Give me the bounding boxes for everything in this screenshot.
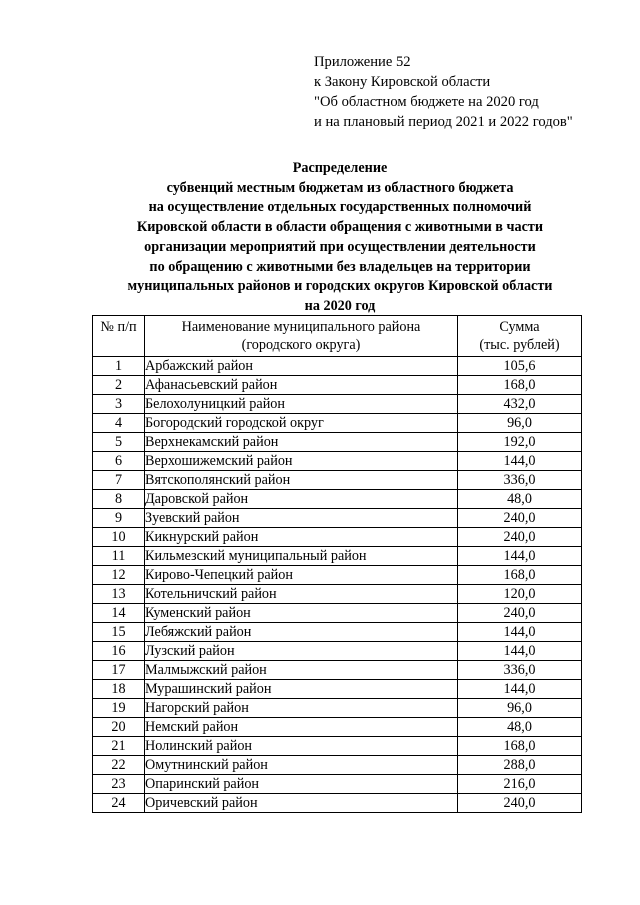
- title-line: муниципальных районов и городских округов Кировской области: [127, 278, 553, 295]
- row-number: 21: [93, 737, 145, 756]
- row-amount: 168,0: [458, 566, 582, 585]
- header-amount-line: Сумма: [499, 319, 540, 335]
- table-row: [93, 471, 582, 490]
- row-number: 6: [93, 452, 145, 471]
- header-name: [145, 316, 458, 357]
- row-number: 12: [93, 566, 145, 585]
- table-header-row: [93, 316, 582, 357]
- row-district-name: Богородский городской округ: [145, 414, 458, 433]
- header-number: [93, 316, 145, 357]
- row-district-name: Кильмезский муниципальный район: [145, 547, 458, 566]
- row-amount: 240,0: [458, 509, 582, 528]
- row-number: 19: [93, 699, 145, 718]
- table-row: [93, 414, 582, 433]
- title-line: на 2020 год: [304, 297, 376, 314]
- row-number: 8: [93, 490, 145, 509]
- row-district-name: Нолинский район: [145, 737, 458, 756]
- row-district-name: Белохолуницкий район: [145, 395, 458, 414]
- row-number: 10: [93, 528, 145, 547]
- row-district-name: Немский район: [145, 718, 458, 737]
- row-amount: 96,0: [458, 414, 582, 433]
- row-number: 24: [93, 794, 145, 813]
- title-line: субвенций местным бюджетам из областного бюджета: [166, 179, 514, 196]
- appendix-note: [314, 52, 614, 132]
- table-row: [93, 718, 582, 737]
- row-amount: 192,0: [458, 433, 582, 452]
- row-amount: 240,0: [458, 794, 582, 813]
- row-number: 23: [93, 775, 145, 794]
- row-amount: 336,0: [458, 661, 582, 680]
- row-number: 7: [93, 471, 145, 490]
- title-line: по обращению с животными без владельцев на территории: [149, 258, 531, 275]
- row-number: 17: [93, 661, 145, 680]
- row-district-name: Малмыжский район: [145, 661, 458, 680]
- table-row: [93, 680, 582, 699]
- row-district-name: Лузский район: [145, 642, 458, 661]
- row-number: 4: [93, 414, 145, 433]
- row-number: 5: [93, 433, 145, 452]
- table-row: [93, 528, 582, 547]
- appendix-line: к Закону Кировской области: [314, 74, 491, 90]
- table-row: [93, 490, 582, 509]
- row-number: 16: [93, 642, 145, 661]
- row-district-name: Нагорский район: [145, 699, 458, 718]
- title-line: Распределение: [292, 160, 388, 176]
- row-district-name: Омутнинский район: [145, 756, 458, 775]
- row-district-name: Даровской район: [145, 490, 458, 509]
- table-row: [93, 699, 582, 718]
- row-district-name: Котельничский район: [145, 585, 458, 604]
- row-amount: 336,0: [458, 471, 582, 490]
- row-number: 20: [93, 718, 145, 737]
- row-district-name: Вятскополянский район: [145, 471, 458, 490]
- row-amount: 168,0: [458, 737, 582, 756]
- table-row: [93, 395, 582, 414]
- header-name-line: Наименование муниципального района: [181, 319, 421, 335]
- row-number: 2: [93, 376, 145, 395]
- header-name-line: (городского округа): [241, 337, 361, 353]
- row-amount: 144,0: [458, 642, 582, 661]
- row-district-name: Опаринский район: [145, 775, 458, 794]
- appendix-line: и на плановый период 2021 и 2022 годов": [314, 114, 573, 130]
- table-row: [93, 566, 582, 585]
- table-row: [93, 775, 582, 794]
- row-amount: 48,0: [458, 490, 582, 509]
- row-district-name: Оричевский район: [145, 794, 458, 813]
- title-line: организации мероприятий при осуществлении деятельности: [144, 238, 536, 255]
- table-row: [93, 642, 582, 661]
- row-amount: 216,0: [458, 775, 582, 794]
- title-line: на осуществление отдельных государственных полномочий: [148, 199, 532, 216]
- row-number: 1: [93, 357, 145, 376]
- appendix-line: "Об областном бюджете на 2020 год: [314, 94, 539, 110]
- header-amount: [458, 316, 582, 357]
- row-number: 15: [93, 623, 145, 642]
- row-district-name: Лебяжский район: [145, 623, 458, 642]
- row-district-name: Кикнурский район: [145, 528, 458, 547]
- table-row: [93, 661, 582, 680]
- row-number: 11: [93, 547, 145, 566]
- row-district-name: Кирово-Чепецкий район: [145, 566, 458, 585]
- table-row: [93, 585, 582, 604]
- row-amount: 432,0: [458, 395, 582, 414]
- document-title: [80, 159, 600, 317]
- row-number: 9: [93, 509, 145, 528]
- table-row: [93, 452, 582, 471]
- row-number: 22: [93, 756, 145, 775]
- row-number: 18: [93, 680, 145, 699]
- table-row: [93, 509, 582, 528]
- table-row: [93, 604, 582, 623]
- table-row: [93, 623, 582, 642]
- table-row: [93, 376, 582, 395]
- title-line: Кировской области в области обращения с животными в части: [136, 219, 544, 236]
- row-amount: 96,0: [458, 699, 582, 718]
- table-row: [93, 433, 582, 452]
- table-body: [93, 357, 582, 813]
- row-amount: 288,0: [458, 756, 582, 775]
- row-number: 13: [93, 585, 145, 604]
- table-row: [93, 547, 582, 566]
- row-district-name: Афанасьевский район: [145, 376, 458, 395]
- table-row: [93, 357, 582, 376]
- row-district-name: Арбажский район: [145, 357, 458, 376]
- row-number: 14: [93, 604, 145, 623]
- row-district-name: Мурашинский район: [145, 680, 458, 699]
- header-number-label: № п/п: [100, 319, 137, 335]
- table-row: [93, 737, 582, 756]
- row-amount: 240,0: [458, 604, 582, 623]
- appendix-line: Приложение 52: [314, 54, 411, 70]
- table-row: [93, 756, 582, 775]
- row-district-name: Верхнекамский район: [145, 433, 458, 452]
- row-amount: 144,0: [458, 547, 582, 566]
- table-row: [93, 794, 582, 813]
- distribution-table: [92, 315, 582, 813]
- row-amount: 105,6: [458, 357, 582, 376]
- row-district-name: Верхошижемский район: [145, 452, 458, 471]
- row-amount: 48,0: [458, 718, 582, 737]
- header-amount-line: (тыс. рублей): [479, 337, 560, 353]
- row-district-name: Куменский район: [145, 604, 458, 623]
- row-amount: 144,0: [458, 452, 582, 471]
- row-amount: 168,0: [458, 376, 582, 395]
- row-amount: 120,0: [458, 585, 582, 604]
- row-amount: 144,0: [458, 680, 582, 699]
- row-district-name: Зуевский район: [145, 509, 458, 528]
- row-number: 3: [93, 395, 145, 414]
- row-amount: 240,0: [458, 528, 582, 547]
- row-amount: 144,0: [458, 623, 582, 642]
